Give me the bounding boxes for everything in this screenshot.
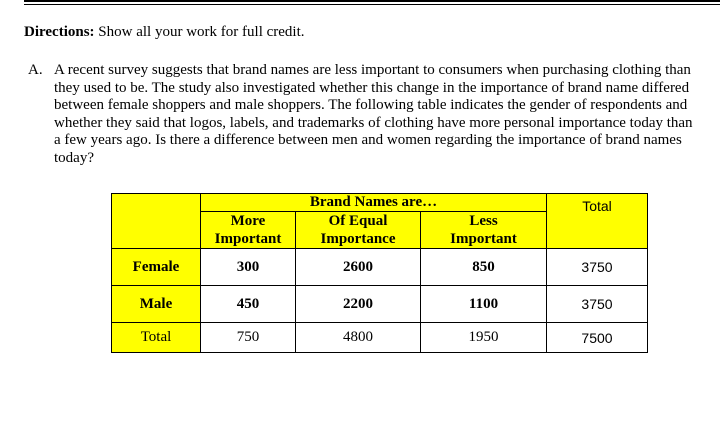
col-header-total-text: Total bbox=[582, 197, 612, 214]
cell-female-equal: 2600 bbox=[296, 249, 421, 286]
col-header-more-line1: More bbox=[230, 213, 266, 229]
top-rule-thick bbox=[24, 0, 720, 2]
col-header-total bbox=[547, 197, 648, 249]
problem-letter: A. bbox=[28, 62, 43, 78]
corner-cell bbox=[112, 194, 201, 249]
col-header-less-important bbox=[421, 212, 547, 249]
cell-female-less: 850 bbox=[421, 249, 547, 286]
cell-male-total: 3750 bbox=[547, 286, 648, 323]
row-label-female: Female bbox=[112, 249, 201, 286]
cell-female-more: 300 bbox=[201, 249, 296, 286]
directions-text: Show all your work for full credit. bbox=[98, 24, 305, 40]
row-label-total: Total bbox=[112, 323, 201, 353]
table-row-female bbox=[112, 249, 648, 286]
cell-total-less: 1950 bbox=[421, 323, 547, 353]
brand-names-header: Brand Names are… bbox=[201, 194, 547, 212]
table-row-total bbox=[112, 323, 648, 353]
col-header-equal-line1: Of Equal bbox=[328, 213, 388, 229]
table-row-male bbox=[112, 286, 648, 323]
directions-label: Directions: bbox=[24, 24, 95, 40]
row-label-male: Male bbox=[112, 286, 201, 323]
cell-total-more: 750 bbox=[201, 323, 296, 353]
cell-male-less: 1100 bbox=[421, 286, 547, 323]
col-header-less-line1: Less bbox=[469, 213, 498, 229]
cell-male-equal: 2200 bbox=[296, 286, 421, 323]
col-header-more-important bbox=[201, 212, 296, 249]
col-header-less-line2: Important bbox=[450, 231, 517, 247]
contingency-table bbox=[111, 193, 648, 353]
col-header-equal-line2: Importance bbox=[320, 231, 396, 247]
cell-grand-total: 7500 bbox=[547, 323, 648, 353]
cell-male-more: 450 bbox=[201, 286, 296, 323]
col-header-more-line2: Important bbox=[214, 231, 282, 247]
col-header-equal-importance bbox=[296, 212, 421, 249]
problem-text: A recent survey suggests that brand names are less important to consumers when purchasing clothing than they used to be. The study also investigated whether this change in the importance of brand name differed between female shoppers and male shoppers. The following table indicates the gender of respondents and whether they said that logos, labels, and trademarks of clothing have more personal importance today than a few years ago. Is there a difference between men and women regarding the importance of brand names today? bbox=[54, 62, 693, 166]
top-rule-thin bbox=[24, 4, 720, 5]
directions-line bbox=[24, 24, 305, 41]
cell-female-total: 3750 bbox=[547, 249, 648, 286]
cell-total-equal: 4800 bbox=[296, 323, 421, 353]
problem-a bbox=[28, 62, 700, 167]
